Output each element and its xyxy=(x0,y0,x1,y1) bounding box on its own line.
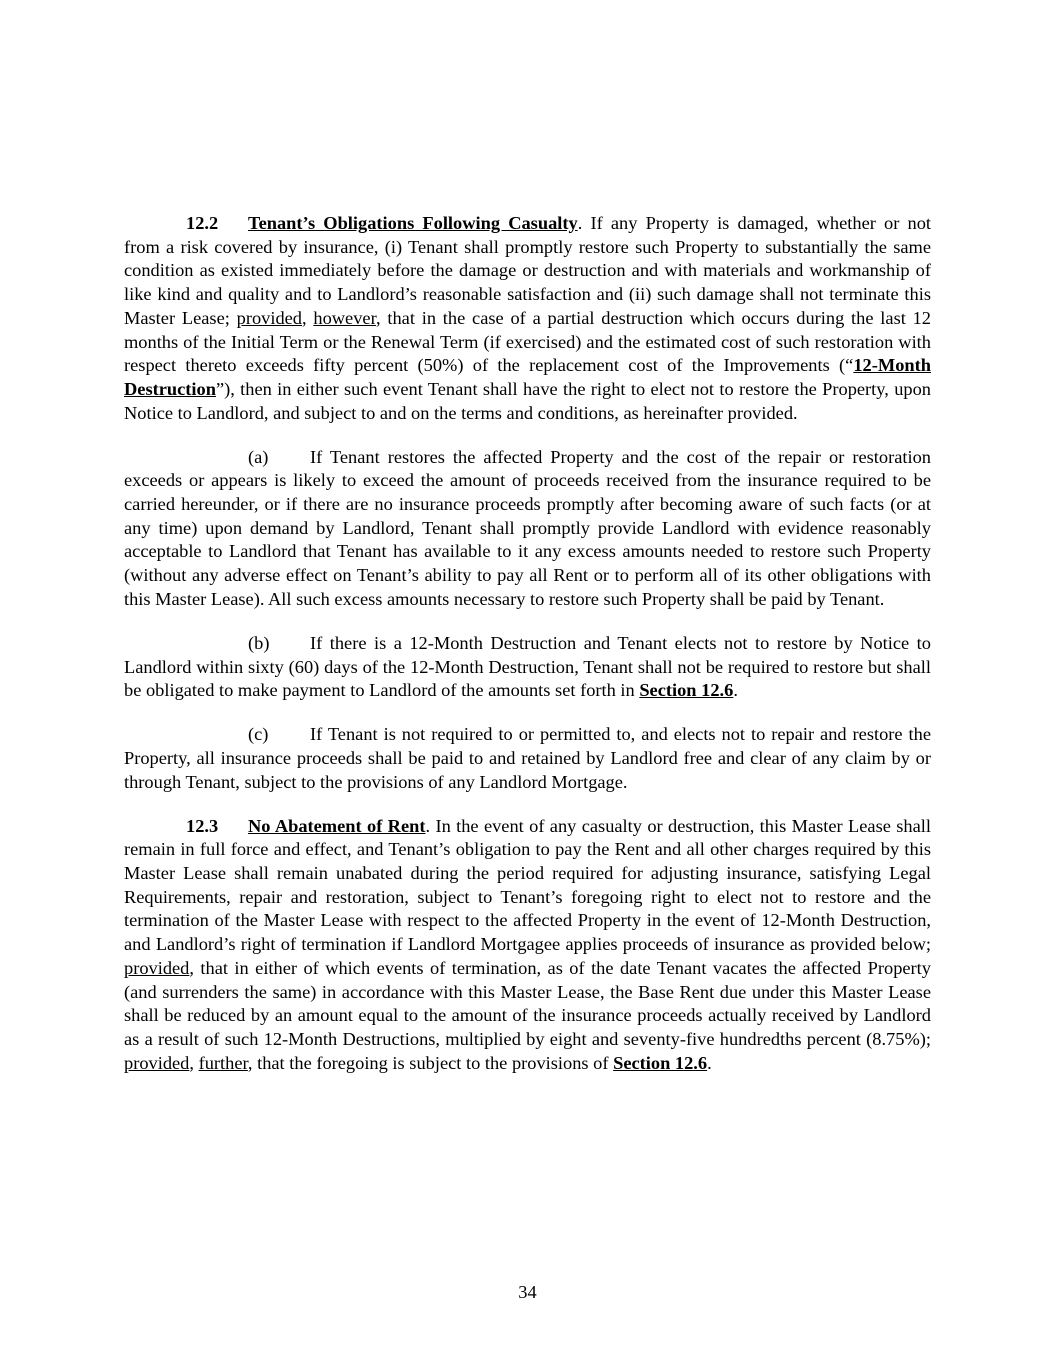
section-text: , that in the case of a partial destruction which occurs during the last 12 months of the Initial Term or the Renewal Term (if exercised) and the estimated cost of such restoration with respect thereto exceeds fifty percent (50%) of the replacement cost of the Improvements (“ xyxy=(124,307,932,376)
section-heading: No Abatement of Rent xyxy=(248,815,426,836)
subsection-text: If there is a 12-Month Destruction and Tenant elects not to restore by Notice to Landlord within sixty (60) days of the 12-Month Destruction, Tenant shall not be required to restore but shall be obligated to make payment to Landlord of the amounts set forth in xyxy=(124,632,931,701)
section-text: ”), then in either such event Tenant shall have the right to elect not to restore the Property, upon Notice to Landlord, and subject to and on the terms and conditions, as hereinafter provided. xyxy=(124,378,931,423)
subsection-text: If Tenant is not required to or permitted to, and elects not to repair and restore the Property, all insurance proceeds shall be paid to and retained by Landlord free and clear of any claim by or through Tenant, subject to the provisions of any Landlord Mortgage. xyxy=(124,724,931,792)
subsection-label: (b) xyxy=(248,632,270,653)
provided-term: provided xyxy=(236,307,302,328)
section-text: , xyxy=(189,1052,199,1073)
further-term: further xyxy=(198,1052,248,1073)
subsection-b xyxy=(124,632,931,703)
document-body xyxy=(124,212,931,1096)
section-reference: Section 12.6 xyxy=(639,680,734,701)
section-text: , that in either of which events of termination, as of the date Tenant vacates the affected Property (and surrenders the same) in accordance with this Master Lease, the Base Rent due under this Master Lease shall be reduced by an amount equal to the amount of the insurance proceeds actually received by Landlord as a result of such 12-Month Destructions, multiplied by eight and seventy-five hundredths percent (8.75%); xyxy=(124,957,931,1049)
provided-term: provided xyxy=(124,1052,190,1073)
section-text: . xyxy=(707,1052,712,1073)
provided-term: provided xyxy=(124,957,190,978)
subsection-c xyxy=(124,723,931,794)
section-12-2 xyxy=(124,212,931,425)
section-reference: Section 12.6 xyxy=(613,1052,708,1073)
section-number: 12.3 xyxy=(186,815,219,836)
section-text: , xyxy=(302,307,314,328)
section-text: . In the event of any casualty or destruction, this Master Lease shall remain in full force and effect, and Tenant’s obligation to pay the Rent and all other charges required by this Master Lease shall remain unabated during the period required for adjusting insurance, satisfying Legal Requirements, repair and restoration, subject to Tenant’s foregoing right to elect not to restore and the termination of the Master Lease with respect to the affected Property in the event of 12-Month Destruction, and Landlord’s right of termination if Landlord Mortgagee applies proceeds of insurance as provided below; xyxy=(124,815,931,955)
subsection-label: (a) xyxy=(248,446,269,467)
defined-term: 12-Month Destruction xyxy=(124,355,931,399)
section-text: . If any Property is damaged, whether or not from a risk covered by insurance, (i) Tenant shall promptly restore such Property to substantially the same condition as existed immediately before the damage or destruction and with materials and workmanship of like kind and quality and to Landlord’s reasonable satisfaction and (ii) such damage shall not terminate this Master Lease; xyxy=(124,213,932,328)
subsection-text: . xyxy=(733,680,738,701)
subsection-text: If Tenant restores the affected Property and the cost of the repair or restoration exceeds or appears is likely to exceed the amount of proceeds received from the insurance required to be carried hereunder, or if there are no insurance proceeds promptly after becoming aware of such facts (or at any time) upon demand by Landlord, Tenant shall promptly provide Landlord with evidence reasonably acceptable to Landlord that Tenant has available to it any excess amounts needed to restore such Property (without any adverse effect on Tenant’s ability to pay all Rent or to perform all of its other obligations with this Master Lease). All such excess amounts necessary to restore such Property shall be paid by Tenant. xyxy=(124,446,931,609)
section-heading: Tenant’s Obligations Following Casualty xyxy=(248,213,578,233)
section-number: 12.2 xyxy=(186,213,219,233)
page-number: 34 xyxy=(518,1282,537,1302)
section-12-3 xyxy=(124,815,931,1076)
section-text: , that the foregoing is subject to the provisions of xyxy=(247,1052,614,1073)
subsection-label: (c) xyxy=(248,724,269,745)
however-term: however xyxy=(313,307,376,328)
subsection-a xyxy=(124,446,931,612)
